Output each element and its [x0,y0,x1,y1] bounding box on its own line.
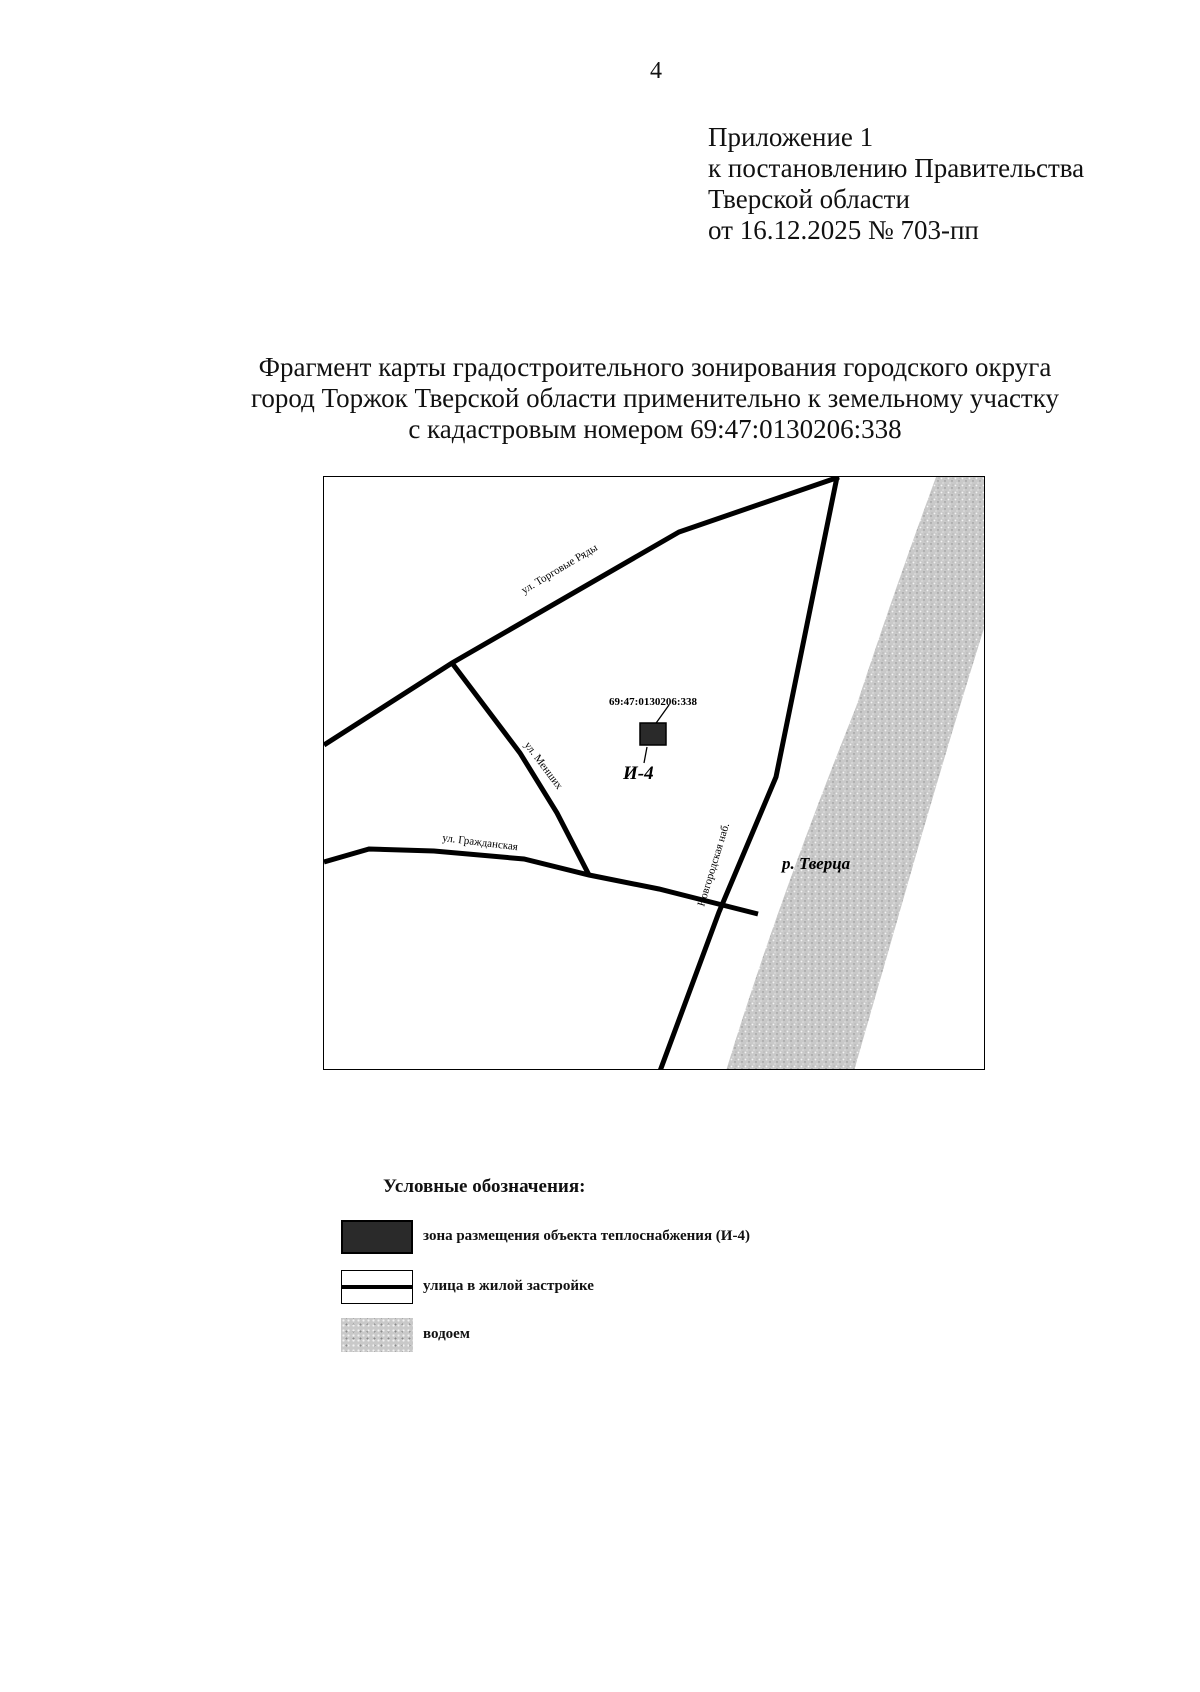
legend-item-street [341,1270,941,1304]
map-canvas [324,477,985,1070]
title-line-2: город Торжок Тверской области применительно к земельному участку [251,383,1059,413]
street-torgovye-ryady [324,477,839,745]
street-label-grazhdanskaya: ул. Гражданская [441,832,519,854]
title-line-1: Фрагмент карты градостроительного зонирования городского округа [258,352,1052,382]
annex-line-2: к постановлению Правительства [708,153,1085,183]
document-title [0,352,1200,445]
parcel-i4 [640,723,666,745]
annex-line-3: Тверской области [708,184,910,214]
cadastral-number-label: 69:47:0130206:338 [609,696,697,708]
zoning-map [323,476,985,1070]
annex-line-1: Приложение 1 [708,122,874,152]
annex-line-4: от 16.12.2025 № 703-пп [708,215,979,245]
street-label-torgovye-ryady: ул. Торговые Ряды [519,541,600,597]
river-label: р. Тверца [782,854,851,873]
street-label-menshikh: ул. Менших [521,739,566,792]
zone-leader-line [644,747,647,763]
title-line-3: с кадастровым номером 69:47:0130206:338 [408,414,902,444]
legend-label-street: улица в жилой застройке [423,1278,594,1294]
street-swatch-icon [341,1270,413,1304]
river-tverca [726,477,985,1070]
water-swatch-icon [341,1318,413,1352]
legend-label-water: водоем [423,1326,471,1342]
zone-swatch-icon [341,1220,413,1254]
annex-header [708,122,1084,246]
legend-label-zone: зона размещения объекта теплоснабжения (И-4) [423,1228,750,1244]
page-number: 4 [650,58,662,84]
legend-item-zone [341,1220,941,1254]
zone-label-i4: И-4 [623,763,654,784]
street-grazhdanskaya [324,849,758,914]
street-label-novgorodskaya: Новгородская наб. [695,821,733,908]
legend-title: Условные обозначения: [383,1176,586,1197]
legend-item-water [341,1318,941,1352]
